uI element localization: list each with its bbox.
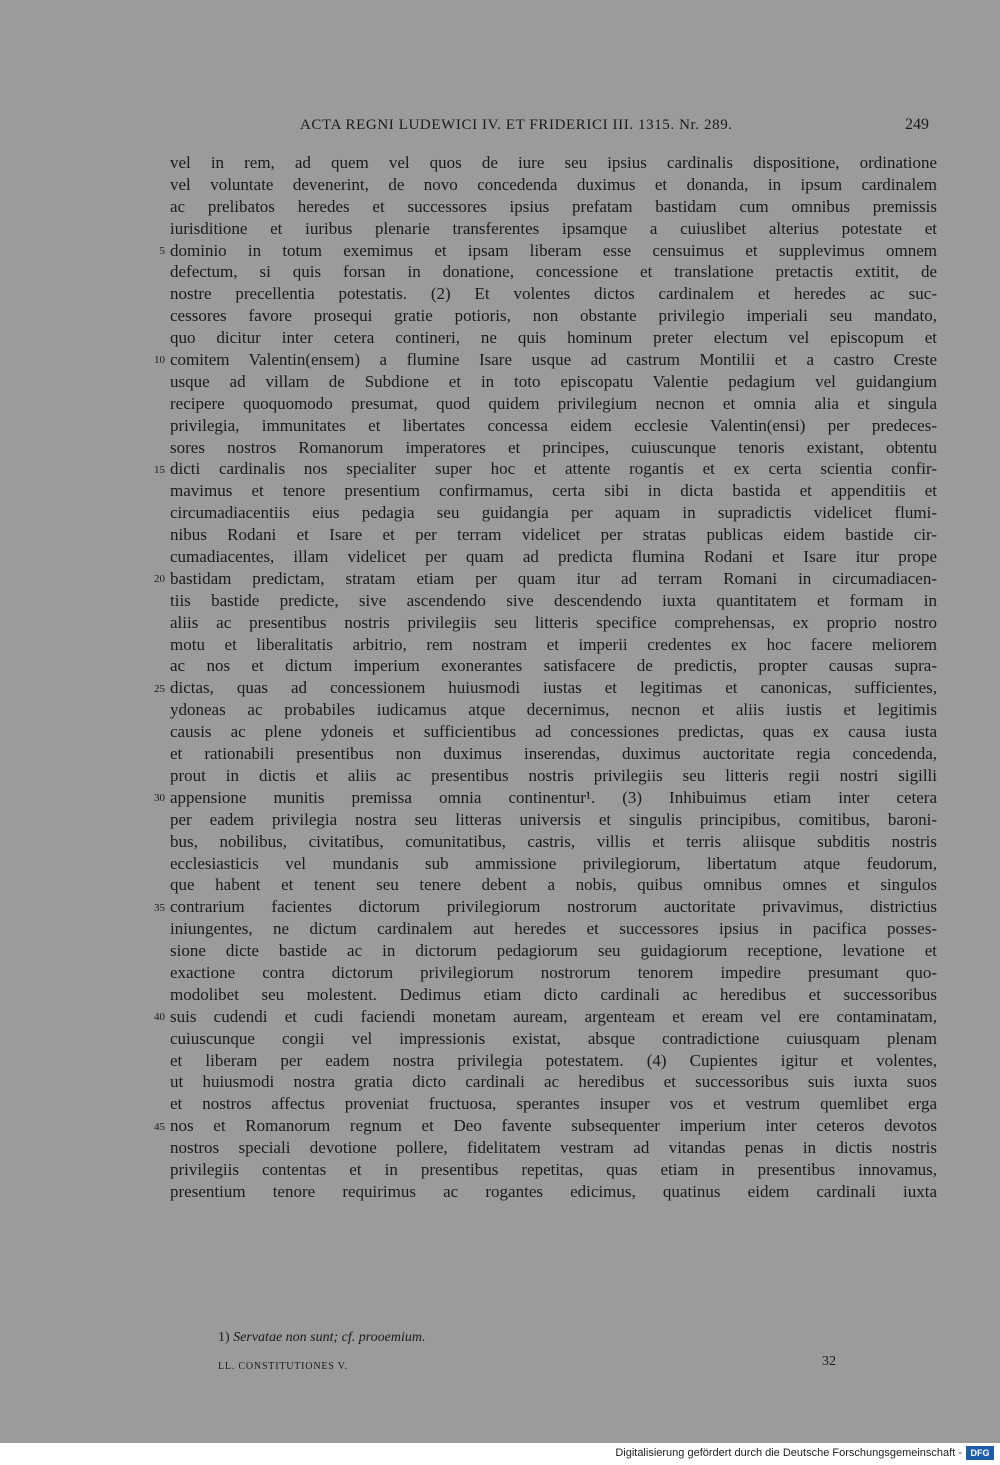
text-line: nostros speciali devotione pollere, fidelitatem vestram ad vitandas penas in dictis nostris xyxy=(170,1138,937,1158)
text-line: dicti cardinalis nos specialiter super hoc et attente rogantis et ex certa scientia confir- xyxy=(170,459,937,479)
line-number: 10 xyxy=(154,354,165,367)
text-line: privilegia, immunitates et libertates concessa eidem ecclesie Valentin(ensi) per predeces- xyxy=(170,415,937,435)
text-line: quo dicitur inter cetera contineri, ne quis hominum preter electum vel episcopum et xyxy=(170,328,937,348)
signature-mark: LL. CONSTITUTIONES V. xyxy=(218,1361,348,1372)
text-line: comitem Valentin(ensem) a flumine Isare usque ad castrum Montilii et a castro Creste xyxy=(170,350,937,370)
text-line: et liberam per eadem nostra privilegia potestatem. (4) Cupientes igitur et volentes, xyxy=(170,1050,937,1070)
footnote-marker: 1) xyxy=(218,1330,230,1345)
footnote xyxy=(218,1330,426,1346)
text-line: sione dicte bastide ac in dictorum pedagiorum seu guidagiorum receptione, levatione et xyxy=(170,941,937,961)
line-number: 35 xyxy=(154,901,165,914)
text-line: exactione contra dictorum privilegiorum nostrorum tenorem impedire presumant quo- xyxy=(170,962,937,982)
line-number: 25 xyxy=(154,682,165,695)
text-line: iurisditione et iuribus plenarie transferentes ipsamque a cuiuslibet alterius potestate et xyxy=(170,218,937,238)
credit-bar xyxy=(0,1443,1000,1465)
text-line: usque ad villam de Subdione et in toto episcopatu Valentie pedagium vel guidangium xyxy=(170,371,937,391)
text-line: prout in dictis et aliis ac presentibus nostris privilegiis seu litteris regii nostri sigilli xyxy=(170,765,937,785)
line-number: 30 xyxy=(154,792,165,805)
signature-number: 32 xyxy=(822,1354,836,1369)
text-line: defectum, si quis forsan in donatione, concessione et translatione pretactis extitit, de xyxy=(170,262,937,282)
footnote-text: Servatae non sunt; cf. prooemium. xyxy=(233,1330,426,1345)
text-line: ut huiusmodi nostra gratia dicto cardinali ac heredibus et successoribus suis iuxta suos xyxy=(170,1072,937,1092)
text-line: ydoneas ac probabiles iudicamus atque decernimus, necnon et aliis iustis et legitimis xyxy=(170,700,937,720)
line-number: 40 xyxy=(154,1011,165,1024)
text-line: ac nos et dictum imperium exonerantes satisfacere de predictis, propter causas supra- xyxy=(170,656,937,676)
text-line: cessores favore prosequi gratie potioris, non obstante privilegio imperiali seu mandato, xyxy=(170,306,937,326)
text-line: cumadiacentes, illam videlicet per quam ad predicta flumina Rodani et Isare itur prope xyxy=(170,547,937,567)
text-line: privilegiis contentas et in presentibus repetitas, quas etiam in presentibus innovamus, xyxy=(170,1159,937,1179)
credit-text: Digitalisierung gefördert durch die Deutsche Forschungsgemeinschaft - xyxy=(615,1447,962,1459)
text-line: circumadiacentiis eius pedagia seu guidangia per aquam in supradictis videlicet flumi- xyxy=(170,503,937,523)
text-line: cuiuscunque congii vel impressionis existat, absque contradictione cuiusquam plenam xyxy=(170,1028,937,1048)
text-line: mavimus et tenore presentium confirmamus, certa sibi in dicta bastida et appenditiis et xyxy=(170,481,937,501)
text-line: nos et Romanorum regnum et Deo favente subsequenter imperium inter ceteros devotos xyxy=(170,1116,937,1136)
text-line: dictas, quas ad concessionem huiusmodi iustas et legitimas et canonicas, sufficientes, xyxy=(170,678,937,698)
text-line: vel in rem, ad quem vel quos de iure seu ipsius cardinalis dispositione, ordinatione xyxy=(170,153,937,172)
text-line: causis ac plene ydoneis et sufficientibus ad concessiones predictas, quas ex causa iusta xyxy=(170,722,937,742)
text-line: nostre precellentia potestatis. (2) Et volentes dictos cardinalem et heredes ac suc- xyxy=(170,284,937,304)
line-number: 45 xyxy=(154,1120,165,1133)
text-line: ac prelibatos heredes et successores ipsius prefatam bastidam cum omnibus premissis xyxy=(170,196,937,216)
text-line: nibus Rodani et Isare et per terram videlicet per stratas publicas eidem bastide cir- xyxy=(170,525,937,545)
text-line: aliis ac presentibus nostris privilegiis seu litteris specifice comprehensas, ex proprio nostro xyxy=(170,612,937,632)
text-line: modolibet seu molestent. Dedimus etiam dicto cardinali ac heredibus et successoribus xyxy=(170,984,937,1004)
text-line: recipere quoquomodo presumat, quod quidem privilegium necnon et omnia alia et singula xyxy=(170,393,937,413)
dfg-logo: DFG xyxy=(966,1446,994,1460)
text-line: et nostros affectus proveniat fructuosa, sperantes insuper vos et vestrum quemlibet erga xyxy=(170,1094,937,1114)
text-line: tiis bastide predicte, sive ascendendo sive descendendo iuxta quantitatem et formam in xyxy=(170,590,937,610)
running-head: ACTA REGNI LUDEWICI IV. ET FRIDERICI III. 1315. Nr. 289. xyxy=(300,117,733,133)
text-line: vel voluntate devenerint, de novo concedenda duximus et donanda, in ipsum cardinalem xyxy=(170,174,937,194)
body-text xyxy=(170,152,937,1203)
text-line: sores nostros Romanorum imperatores et principes, cuiuscunque tenoris existant, obtentu xyxy=(170,437,937,457)
text-line: presentium tenore requirimus ac rogantes edicimus, quatinus eidem cardinali iuxta xyxy=(170,1181,937,1201)
text-line: ecclesiasticis vel mundanis sub ammissione privilegiorum, libertatum atque feudorum, xyxy=(170,853,937,873)
page-number: 249 xyxy=(905,116,929,133)
text-line: motu et liberalitatis arbitrio, rem nostram et imperii credentes ex hoc facere meliorem xyxy=(170,634,937,654)
text-line: appensione munitis premissa omnia continentur¹. (3) Inhibuimus etiam inter cetera xyxy=(170,787,937,807)
line-number: 15 xyxy=(154,463,165,476)
text-line: per eadem privilegia nostra seu litteras universis et singulis principibus, comitibus, baroni- xyxy=(170,809,937,829)
text-line: et rationabili presentibus non duximus inserendas, duximus auctoritate regia concedenda, xyxy=(170,744,937,764)
line-number: 20 xyxy=(154,573,165,586)
text-line: suis cudendi et cudi faciendi monetam auream, argenteam et eream vel ere contaminatam, xyxy=(170,1006,937,1026)
text-line: iniungentes, ne dictum cardinalem aut heredes et successores ipsius in pacifica posses- xyxy=(170,919,937,939)
text-line: dominio in totum exemimus et ipsam liberam esse censuimus et supplevimus omnem xyxy=(170,240,937,260)
text-line: bus, nobilibus, civitatibus, comunitatibus, castris, villis et terris aliisque subditis nostris xyxy=(170,831,937,851)
text-line: bastidam predictam, stratam etiam per quam itur ad terram Romani in circumadiacen- xyxy=(170,568,937,588)
text-line: contrarium facientes dictorum privilegiorum nostrorum auctoritate privavimus, districtius xyxy=(170,897,937,917)
line-number: 5 xyxy=(159,244,165,257)
text-line: que habent et tenent seu tenere debent a nobis, quibus omnibus omnes et singulos xyxy=(170,875,937,895)
